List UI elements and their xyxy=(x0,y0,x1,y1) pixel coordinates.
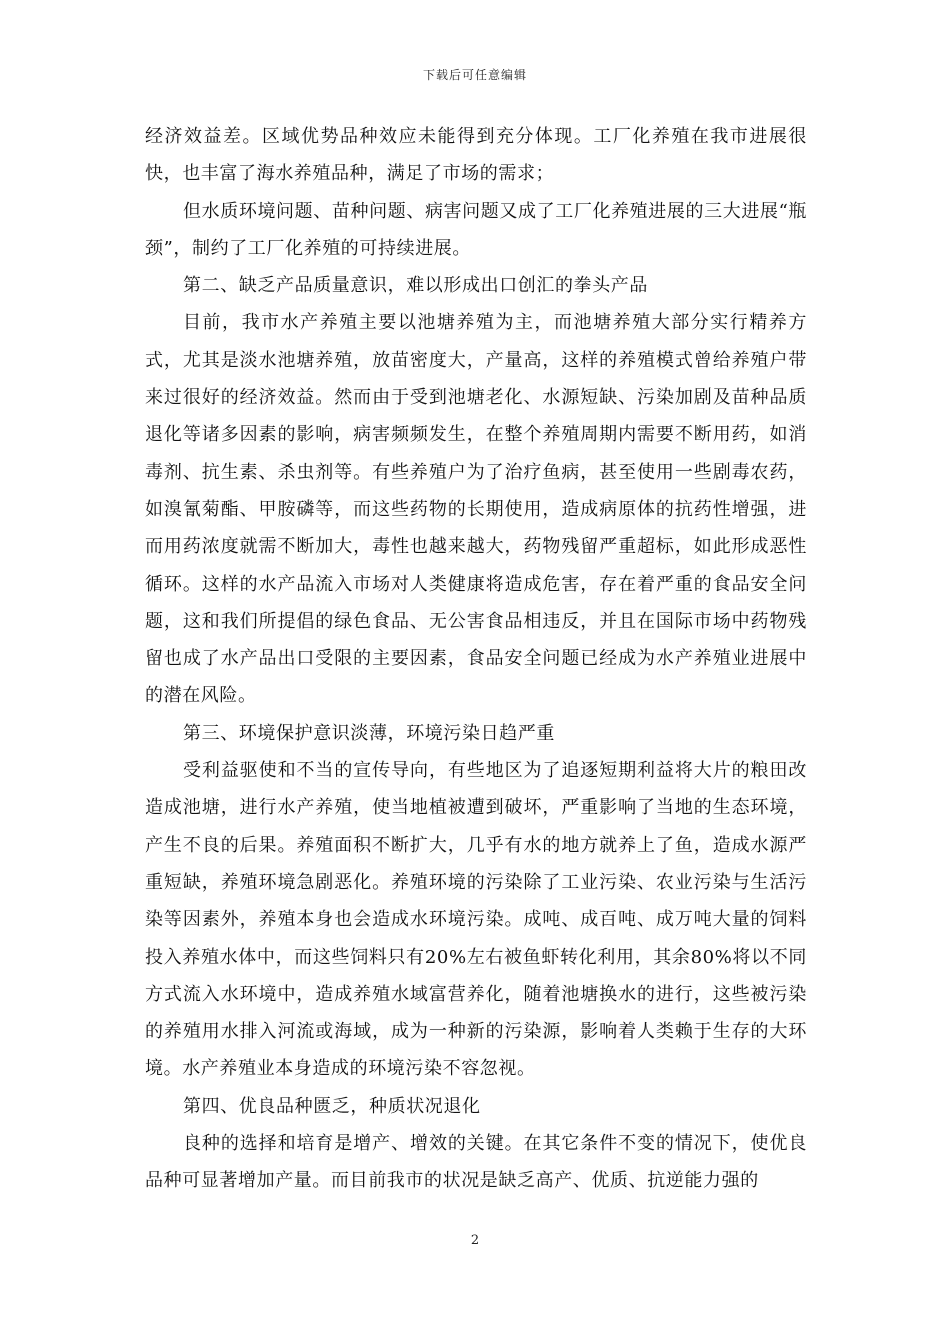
paragraph-quality: 目前，我市水产养殖主要以池塘养殖为主，而池塘养殖大部分实行精养方式，尤其是淡水池塘养殖，放苗密度大，产量高，这样的养殖模式曾给养殖户带来过很好的经济效益。然而由于受到池塘老化、水源短缺、污染加剧及苗种品质退化等诸多因素的影响，病害频频发生，在整个养殖周期内需要不断用药，如消毒剂、抗生素、杀虫剂等。有些养殖户为了治疗鱼病，甚至使用一些剧毒农药，如溴氰菊酯、甲胺磷等，而这些药物的长期使用，造成病原体的抗药性增强，进而用药浓度就需不断加大，毒性也越来越大，药物残留严重超标，如此形成恶性循环。这样的水产品流入市场对人类健康将造成危害，存在着严重的食品安全问题，这和我们所提倡的绿色食品、无公害食品相违反，并且在国际市场中药物残留也成了水产品出口受限的主要因素，食品安全问题已经成为水产养殖业进展中的潜在风险。 xyxy=(145,312,807,707)
section-heading-3: 第三、环境保护意识淡薄，环境污染日趋严重 xyxy=(183,722,555,744)
paragraph-continuation: 经济效益差。区域优势品种效应未能得到充分体现。工厂化养殖在我市进展很快，也丰富了海水养殖品种，满足了市场的需求； xyxy=(145,126,807,185)
section-heading-4: 第四、优良品种匮乏，种质状况退化 xyxy=(183,1095,481,1117)
paragraph-bottleneck: 但水质环境问题、苗种问题、病害问题又成了工厂化养殖进展的三大进展“瓶颈”，制约了工厂化养殖的可持续进展。 xyxy=(145,200,807,259)
section-heading-2: 第二、缺乏产品质量意识，难以形成出口创汇的拳头产品 xyxy=(183,275,648,297)
paragraph-breeds: 良种的选择和培育是增产、增效的关键。在其它条件不变的情况下，使优良品种可显著增加产量。而目前我市的状况是缺乏高产、优质、抗逆能力强的 xyxy=(145,1133,807,1192)
paragraph-environment: 受利益驱使和不当的宣传导向，有些地区为了追逐短期利益将大片的粮田改造成池塘，进行水产养殖，使当地植被遭到破坏，严重影响了当地的生态环境，产生不良的后果。养殖面积不断扩大，几乎有水的地方就养上了鱼，造成水源严重短缺，养殖环境急剧恶化。养殖环境的污染除了工业污染、农业污染与生活污染等因素外，养殖本身也会造成水环境污染。成吨、成百吨、成万吨大量的饲料投入养殖水体中，而这些饲料只有20%左右被鱼虾转化利用，其余80%将以不同方式流入水环境中，造成养殖水域富营养化，随着池塘换水的进行，这些被污染的养殖用水排入河流或海域，成为一种新的污染源，影响着人类赖于生存的大环境。水产养殖业本身造成的环境污染不容忽视。 xyxy=(145,760,807,1080)
page-number: 2 xyxy=(470,1233,480,1248)
document-body xyxy=(145,118,807,1200)
page-header: 下载后可任意编辑 xyxy=(422,68,527,82)
